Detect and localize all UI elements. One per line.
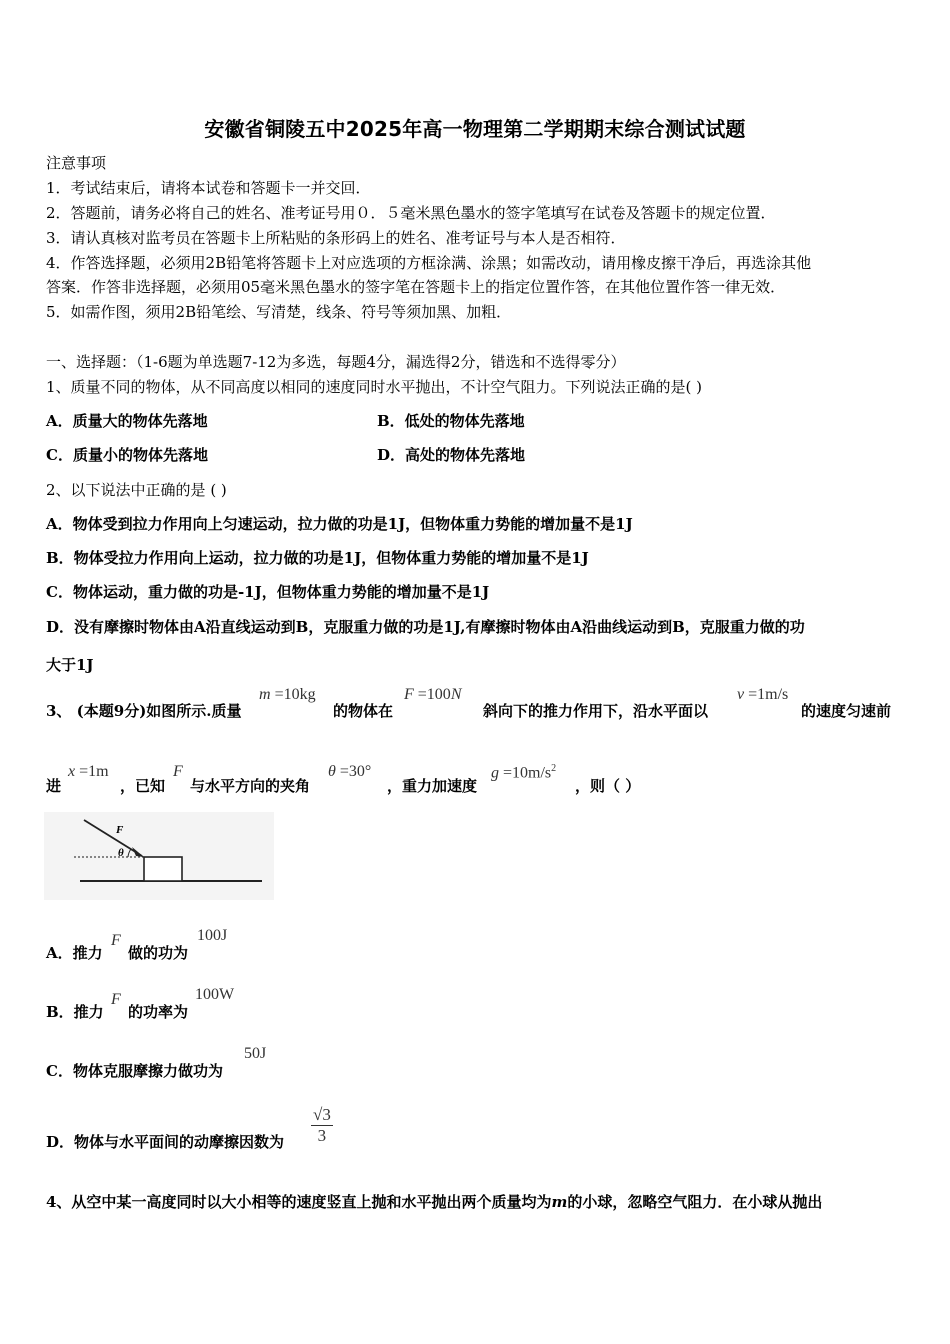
question-3-option-d: D．物体与水平面间的动摩擦因数为 [46,1133,285,1151]
question-1-option-d: D．高处的物体先落地 [377,446,526,464]
force-symbol: F [111,932,121,949]
notice-item: 5．如需作图，须用2B铅笔绘、写清楚，线条、符号等须加黑、加粗． [46,303,512,321]
force-symbol: F [173,763,183,780]
section-heading: 一、选择题：（1-6题为单选题7-12为多选，每题4分，漏选得2分，错选和不选得零分） [46,353,626,371]
force-symbol: F [111,991,121,1008]
question-2-option-d-cont: 大于1J [46,656,94,674]
question-1-option-a: A．质量大的物体先落地 [46,412,208,430]
question-3-stem-part: 与水平方向的夹角 [190,777,311,795]
question-3-stem-part: ，则（ ） [575,777,641,795]
question-2-option-a: A．物体受到拉力作用向上匀速运动，拉力做的功是1J，但物体重力势能的增加量不是1J [46,515,633,533]
question-3-stem-part: ，已知 [120,777,166,795]
question-3-option-b: B．推力 [46,1003,104,1021]
notice-item: 1．考试结束后，请将本试卷和答题卡一并交回． [46,179,371,197]
question-4-stem: 4、从空中某一高度同时以大小相等的速度竖直上抛和水平抛出两个质量均为m的小球，忽略空气阻力．在小球从抛出 [46,1193,823,1211]
question-3-option-a-text: 做的功为 [128,944,189,962]
fraction-denominator: 3 [317,1126,327,1145]
notice-item: 答案．作答非选择题，必须用05毫米黑色墨水的签字笔在答题卡上的指定位置作答，在其他位置作答一律无效． [46,278,786,296]
displacement-formula: x =1m [68,763,109,780]
gravity-formula: $g =10m/s^2$ [491,763,557,782]
question-3-stem-part: 进 [46,777,62,795]
diagram-background [44,812,274,900]
option-c-value: 50J [244,1045,267,1062]
fraction-numerator: √3 [313,1105,331,1124]
question-3-stem-part: ，重力加速度 [387,777,478,795]
question-1-stem: 1、质量不同的物体，从不同高度以相同的速度同时水平抛出，不计空气阻力。下列说法正确的是( ) [46,378,703,396]
notice-heading: 注意事项 [46,154,107,172]
angle-label: θ [118,847,124,859]
question-3-stem-part: 的速度匀速前 [801,702,892,720]
question-3-stem-part: 斜向下的推力作用下，沿水平面以 [483,702,709,720]
question-2-option-d: D．没有摩擦时物体由A沿直线运动到B，克服重力做的功是1J,有摩擦时物体由A沿曲线运动到B，克服重力做的功 [46,618,805,636]
force-label: F [116,824,124,836]
question-3-option-c: C．物体克服摩擦力做功为 [46,1062,223,1080]
question-1-option-b: B．低处的物体先落地 [377,412,525,430]
question-2-option-b: B．物体受拉力作用向上运动，拉力做的功是1J，但物体重力势能的增加量不是1J [46,549,589,567]
question-3-option-a: A．推力 [46,944,103,962]
question-3-stem-part: 3、 (本题9分)如图所示.质量 [46,702,242,720]
mass-formula: m =10kg [259,686,316,703]
velocity-formula: v =1m/s [737,686,789,703]
notice-item: 4．作答选择题，必须用2B铅笔将答题卡上对应选项的方框涂满、涂黑；如需改动，请用橡皮擦干净后，再选涂其他 [46,254,812,272]
question-1-option-c: C．质量小的物体先落地 [46,446,208,464]
force-formula: F =100N [404,686,462,703]
page-title: 安徽省铜陵五中2025年高一物理第二学期期末综合测试试题 [204,117,746,141]
option-a-value: 100J [197,927,228,944]
question-3-stem-part: 的物体在 [333,702,394,720]
question-2-option-c: C．物体运动，重力做的功是-1J，但物体重力势能的增加量不是1J [46,583,490,601]
question-2-stem: 2、以下说法中正确的是 ( ) [46,481,227,499]
angle-formula: θ =30° [328,763,372,780]
question-3-option-b-text: 的功率为 [128,1003,189,1021]
option-b-value: 100W [195,986,235,1003]
option-d-fraction [311,1105,333,1146]
incline-force-diagram [44,812,274,900]
notice-item: 3．请认真核对监考员在答题卡上所粘贴的条形码上的姓名、准考证号与本人是否相符． [46,229,626,247]
notice-item: 2．答题前，请务必将自己的姓名、准考证号用０．５毫米黑色墨水的签字笔填写在试卷及答题卡的规定位置． [46,204,776,222]
block [144,857,182,881]
